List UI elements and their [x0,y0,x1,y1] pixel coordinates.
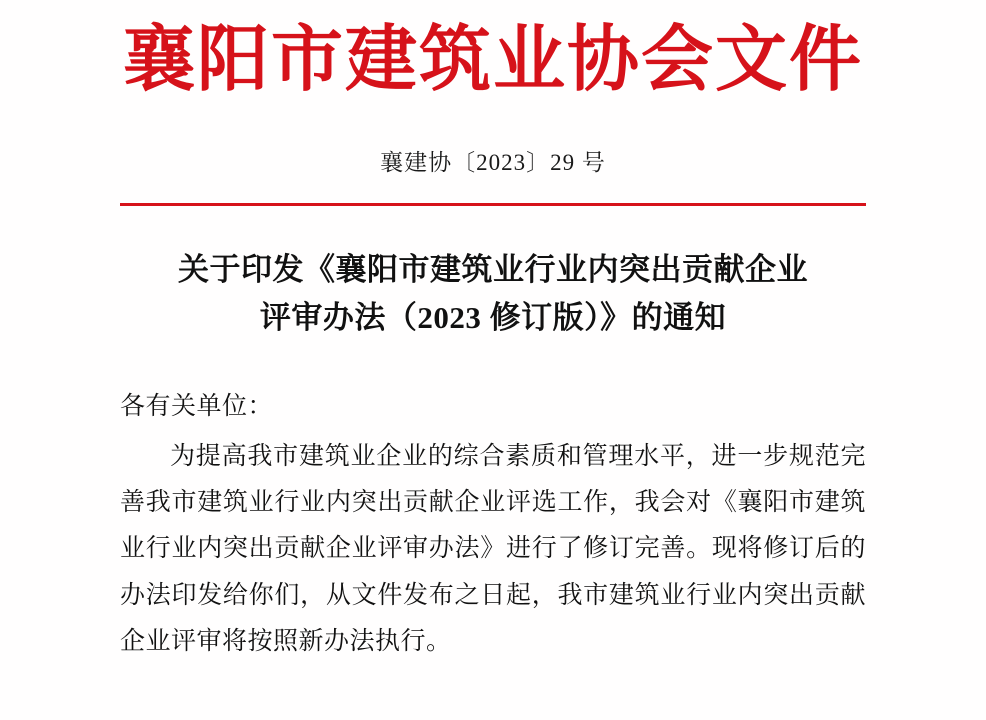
red-divider-rule [120,203,866,206]
organization-title: 襄阳市建筑业协会文件 [122,20,863,100]
subject-line-2: 评审办法（2023 修订版）》的通知 [259,299,727,335]
document-number: 襄建协〔2023〕29 号 [380,149,606,175]
document-subject-title [120,246,866,342]
document-header [120,0,866,100]
subject-line-1: 关于印发《襄阳市建筑业行业内突出贡献企业 [178,251,808,287]
document-body [120,434,866,665]
salutation: 各有关单位： [120,392,274,420]
body-paragraph-1: 为提高我市建筑业企业的综合素质和管理水平，进一步规范完善我市建筑业行业内突出贡献企业评选工作，我会对《襄阳市建筑业行业内突出贡献企业评审办法》进行了修订完善。现将修订后的办法印发给你们，从文件发布之日起，我市建筑业行业内突出贡献企业评审将按照新办法执行。 [120,442,866,655]
